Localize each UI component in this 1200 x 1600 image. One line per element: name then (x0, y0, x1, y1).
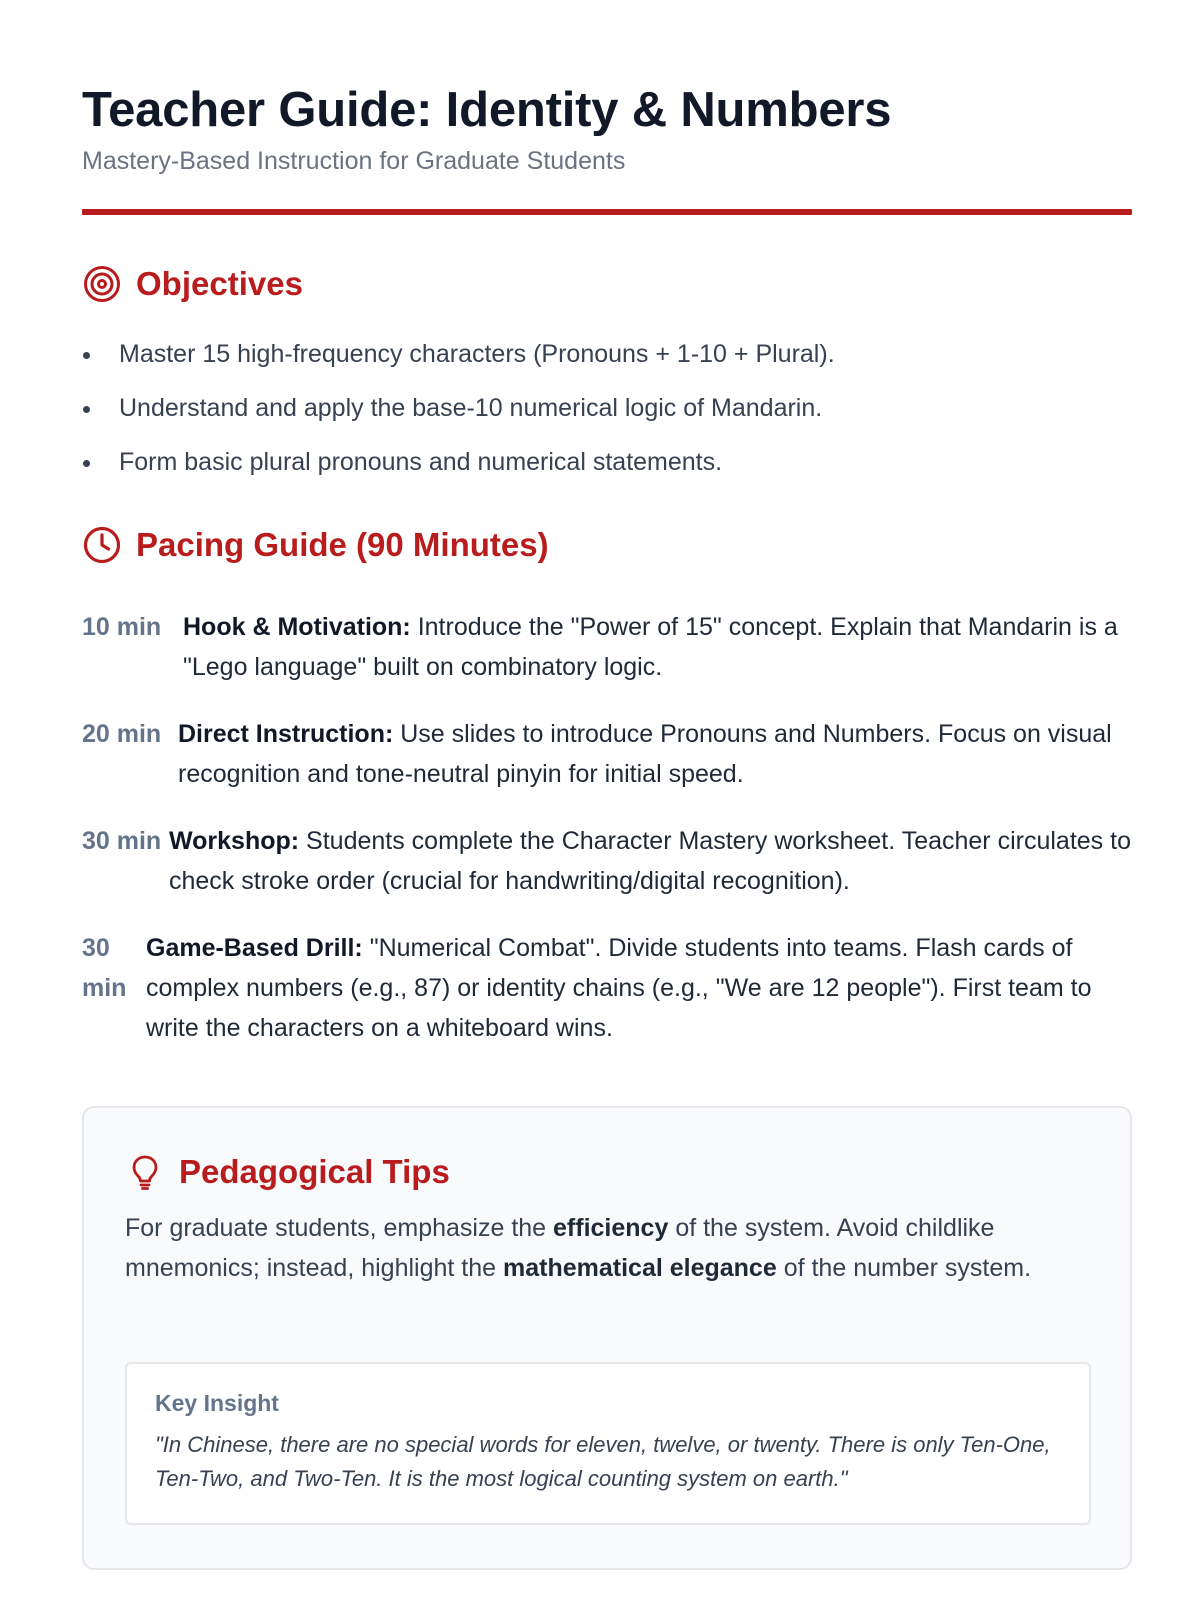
page-subtitle: Mastery-Based Instruction for Graduate Students (82, 147, 626, 175)
emphasis-efficiency: efficiency (553, 1214, 669, 1242)
pacing-time: 20 min (82, 720, 162, 748)
pacing-item (82, 714, 1132, 794)
pacing-time: 30 min (82, 934, 127, 1002)
objectives-heading-label: Objectives (136, 265, 303, 302)
pacing-label: Direct Instruction: (178, 720, 394, 748)
key-insight-label: Key Insight (155, 1390, 279, 1416)
lightbulb-icon (125, 1152, 165, 1192)
pacing-time: 30 min (82, 827, 162, 855)
pacing-description: Game-Based Drill: "Numerical Combat". Divide students into teams. Flash cards of complex numbers (e.g., 87) or identity chains (e.g., "We are 12 people"). First team to write the characters on a whiteboard wins. (146, 934, 1092, 1042)
pacing-item (82, 928, 1132, 1048)
key-insight-quote: "In Chinese, there are no special words for eleven, twelve, or twenty. There is only Ten-One, Ten-Two, and Two-Ten. It is the most logical counting system on earth." (155, 1432, 1051, 1491)
clock-icon (82, 525, 122, 565)
pacing-label: Game-Based Drill: (146, 934, 363, 962)
pacing-description: Direct Instruction: Use slides to introduce Pronouns and Numbers. Focus on visual recognition and tone-neutral pinyin for initial speed. (178, 720, 1112, 788)
list-item: Master 15 high-frequency characters (Pronouns + 1-10 + Plural). (82, 338, 1132, 370)
tips-heading-label: Pedagogical Tips (179, 1153, 450, 1190)
list-item: Form basic plural pronouns and numerical statements. (82, 446, 1132, 478)
page-title: Teacher Guide: Identity & Numbers (82, 83, 892, 137)
pacing-label: Hook & Motivation: (183, 613, 411, 641)
pacing-item (82, 821, 1132, 901)
emphasis-mathematical-elegance: mathematical elegance (503, 1254, 777, 1282)
pacing-description: Hook & Motivation: Introduce the "Power of 15" concept. Explain that Mandarin is a "Lego language" built on combinatory logic. (183, 613, 1118, 681)
target-icon (82, 264, 122, 304)
pacing-description: Workshop: Students complete the Character Mastery worksheet. Teacher circulates to check stroke order (crucial for handwriting/digital recognition). (169, 827, 1131, 895)
objectives-heading (82, 264, 303, 304)
tips-paragraph: For graduate students, emphasize the efficiency of the system. Avoid childlike mnemonics; instead, highlight the mathematical elegance of the number system. (125, 1214, 1032, 1282)
pedagogical-tips-box (82, 1106, 1132, 1570)
key-insight-card (125, 1362, 1091, 1525)
tips-heading (125, 1152, 450, 1192)
pacing-item (82, 607, 1132, 687)
list-item: Understand and apply the base-10 numerical logic of Mandarin. (82, 392, 1132, 424)
pacing-heading-label: Pacing Guide (90 Minutes) (136, 526, 549, 563)
pacing-time: 10 min (82, 613, 162, 641)
pacing-label: Workshop: (169, 827, 300, 855)
pacing-heading (82, 525, 549, 565)
title-divider (82, 209, 1132, 215)
pacing-list (82, 607, 1132, 1075)
objectives-list (82, 338, 1132, 500)
